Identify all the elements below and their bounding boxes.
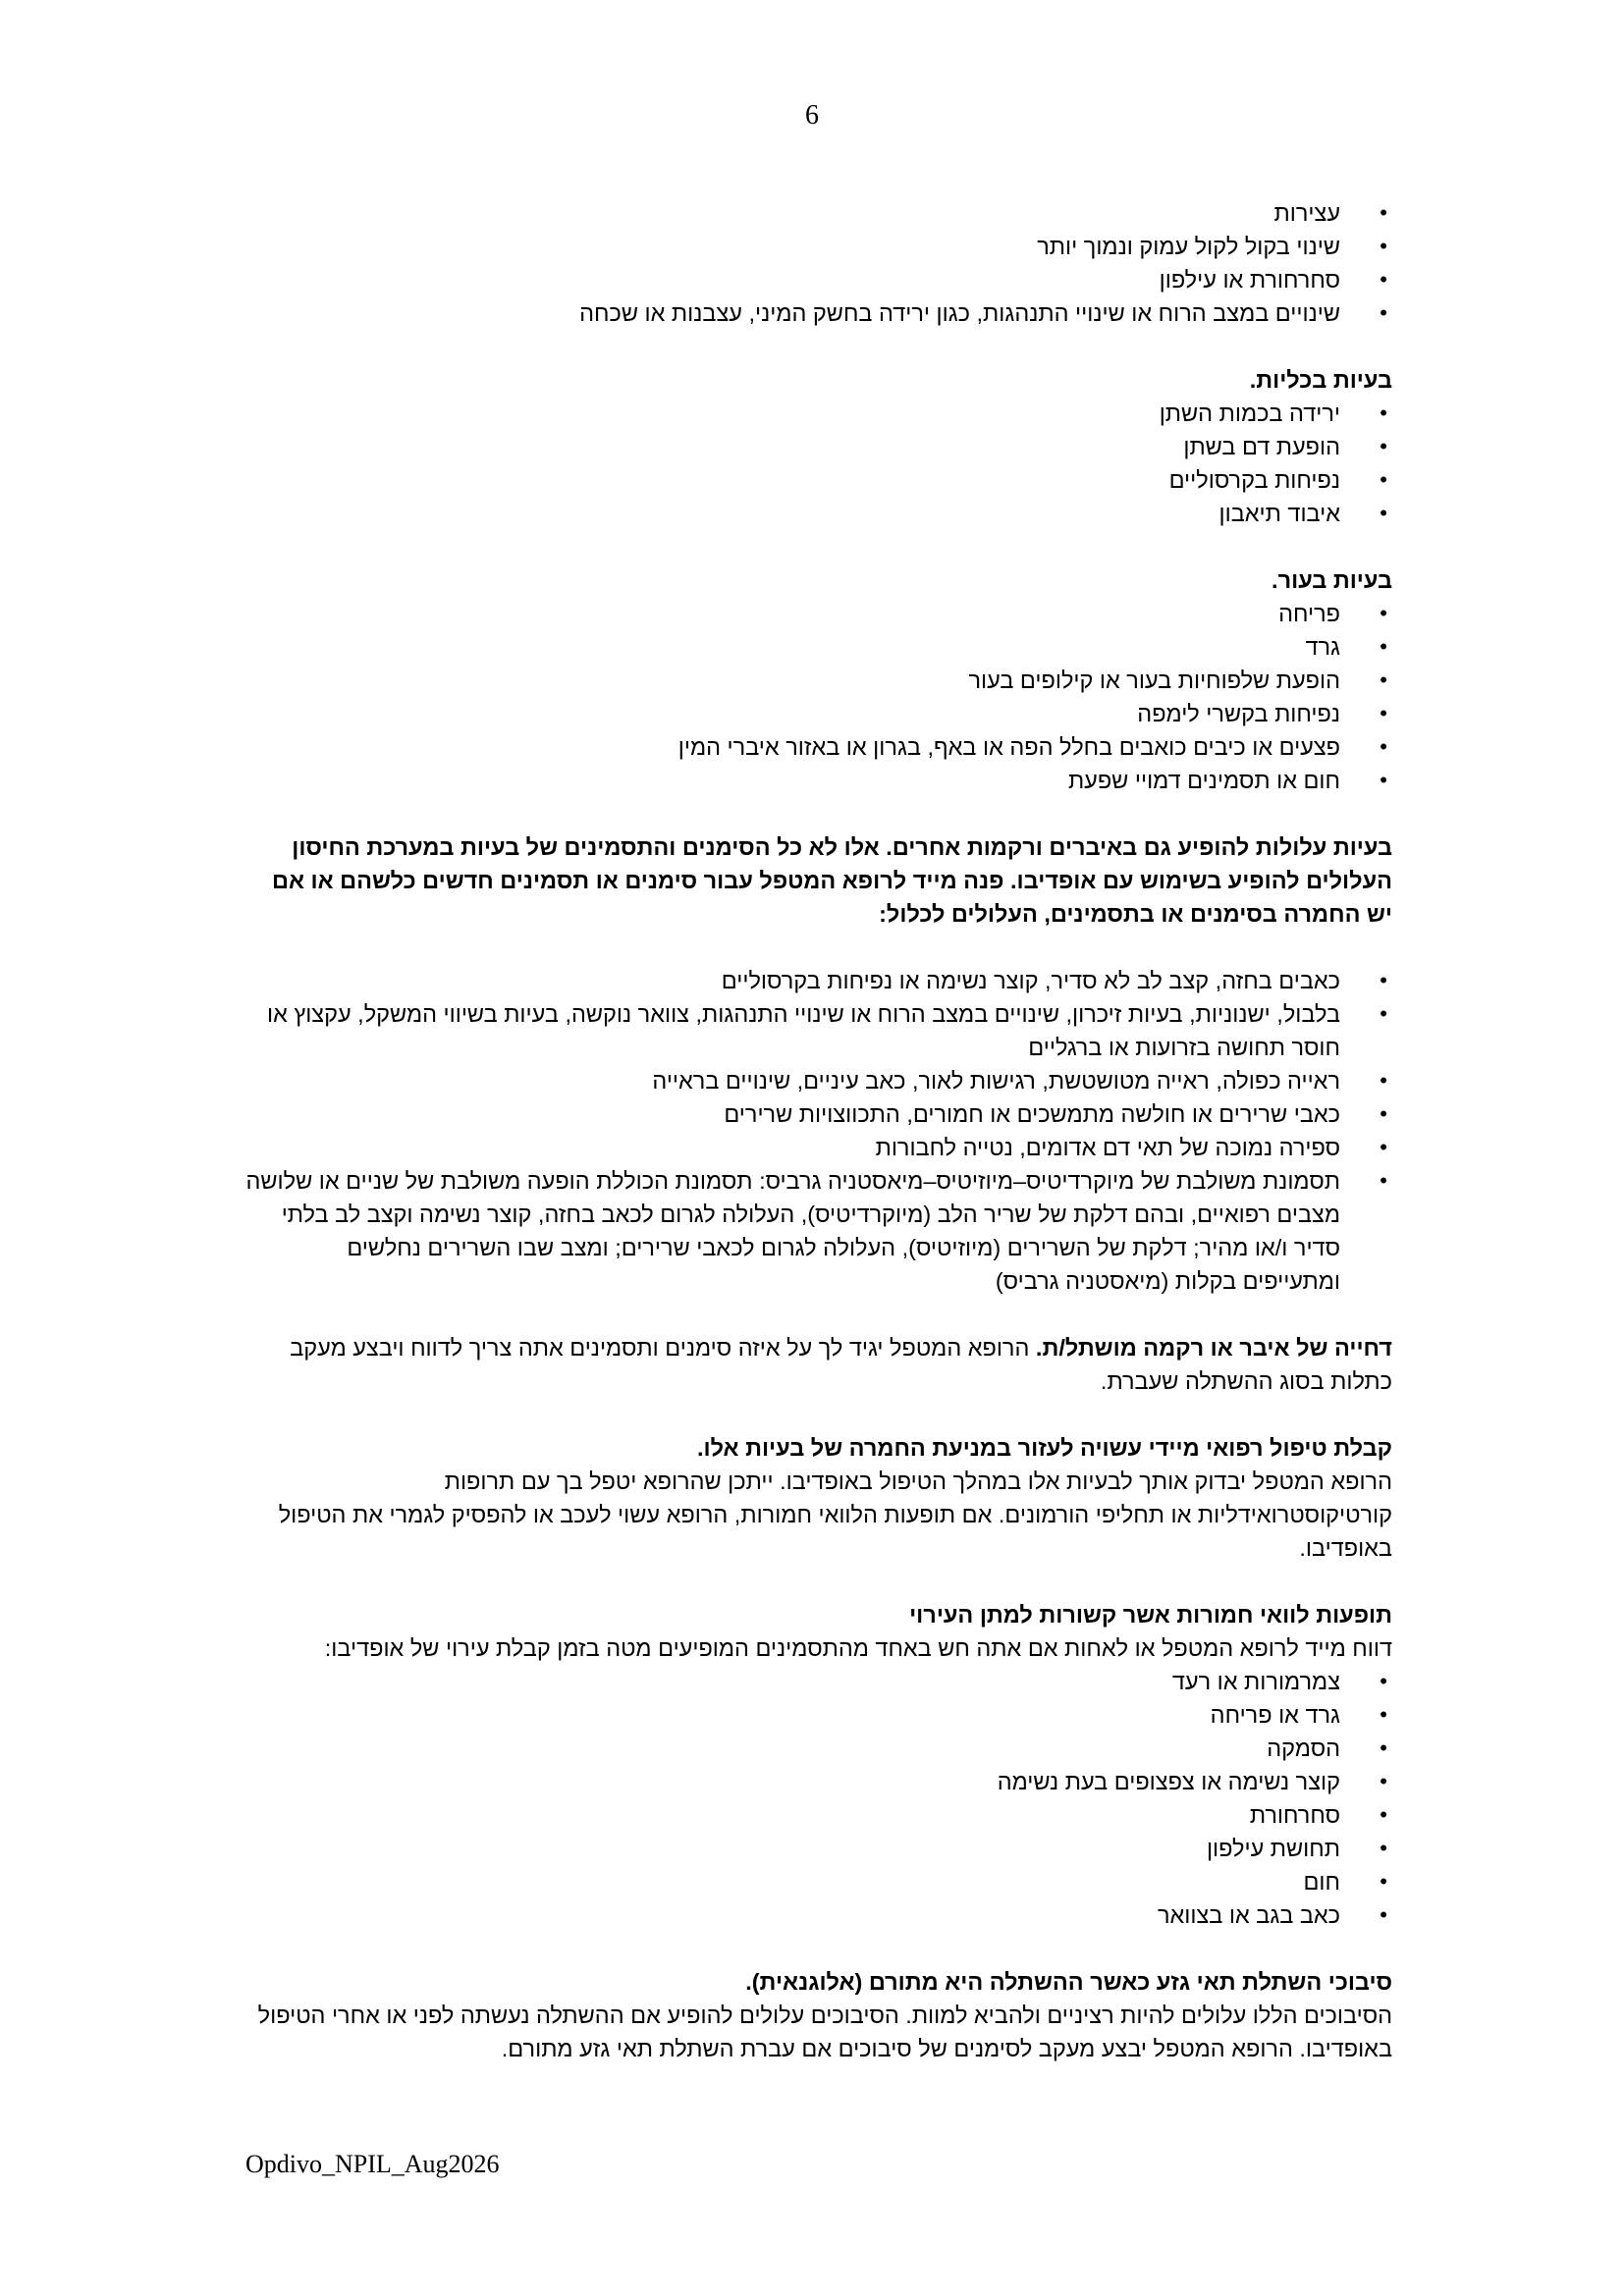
infusion-text: דווח מייד לרופא המטפל או לאחות אם אתה חש באחד מהתסמינים המופיעים מטה בזמן קבלת עירוי של אופדיבו: [324,1635,1392,1661]
list-item: • הופעת שלפוחיות בעור או קילופים בעור [245,664,1392,697]
list-item: • ירידה בכמות השתן [245,397,1392,430]
list-item: • עצירות [245,196,1392,230]
list-item: • כאב בגב או בצוואר [245,1898,1392,1932]
kidney-heading: בעיות בכליות. [1249,367,1392,393]
list-item: • סחרחורת או עילפון [245,263,1392,296]
list-item: • תסמונת משולבת של מיוקרדיטיס–מיוזיטיס–מיאסטניה גרביס: תסמונת הכוללת הופעה משולבת של שניים או שלושה מצבים רפואיים, ובהם דלקת של שריר הלב (מיוקרדיטיס), העלולה לגרום לכאב בחזה, קוצר נשימה וקצב לב בלתי סדיר ו/או מהיר; דלקת של השרירים (מיוזיטיס), העלולה לגרום לכאבי שרירים; ומצב שבו השרירים נחלשים ומתעייפים בקלות (מיאסטניה גרביס) [245,1164,1392,1298]
list-item: • חום או תסמינים דמויי שפעת [245,764,1392,797]
kidney-list [245,397,1392,530]
list-item: • גרד או פריחה [245,1698,1392,1732]
list-item: • צמרמורות או רעד [245,1665,1392,1698]
skin-heading: בעיות בעור. [1272,567,1392,593]
list-item: • שינוי בקול לקול עמוק ונמוך יותר [245,230,1392,263]
list-item: • תחושת עילפון [245,1832,1392,1865]
infusion-heading: תופעות לוואי חמורות אשר קשורות למתן העירוי [909,1602,1392,1628]
treatment-heading: קבלת טיפול רפואי מיידי עשויה לעזור במניעת החמרה של בעיות אלו. [696,1435,1392,1461]
rejection-paragraph [245,1331,1392,1398]
other-organs-list [245,964,1392,1298]
transplant-heading: סיבוכי השתלת תאי גזע כאשר ההשתלה היא מתורם (אלוגנאית). [745,1969,1392,1995]
list-item: • הסמקה [245,1732,1392,1765]
treatment-text: הרופא המטפל יבדוק אותך לבעיות אלו במהלך הטיפול באופדיבו. ייתכן שהרופא יטפל בך עם תרופות קורטיקוסטרואידליות או תחליפי הורמונים. אם תופעות הלוואי חמורות, הרופא עשוי לעכב או להפסיק לגמרי את הטיפול באופדיבו. [278,1468,1392,1561]
infusion-list [245,1665,1392,1932]
skin-list [245,597,1392,797]
transplant-text: הסיבוכים הללו עלולים להיות רציניים ולהביא למוות. הסיבוכים עלולים להופיע אם ההשתלה נעשתה לפני או אחרי הטיפול באופדיבו. הרופא המטפל יבצע מעקב לסימנים של סיבוכים אם עברת השתלת תאי גזע מתורם. [257,2002,1392,2061]
list-item: • איבוד תיאבון [245,497,1392,530]
page-number: 6 [805,100,819,131]
list-item: • נפיחות בקשרי לימפה [245,697,1392,730]
intro-list [245,196,1392,330]
list-item: • כאבי שרירים או חולשה מתמשכים או חמורים, התכווצויות שרירים [245,1097,1392,1131]
list-item: • כאבים בחזה, קצב לב לא סדיר, קוצר נשימה או נפיחות בקרסוליים [245,964,1392,997]
list-item: • ספירה נמוכה של תאי דם אדומים, נטייה לחבורות [245,1131,1392,1164]
list-item: • פריחה [245,597,1392,630]
rejection-bold: דחייה של איבר או רקמה מושתל/ת. [1035,1335,1392,1361]
list-item: • ראייה כפולה, ראייה מטושטשת, רגישות לאור, כאב עיניים, שינויים בראייה [245,1064,1392,1097]
list-item: • הופעת דם בשתן [245,430,1392,463]
other-organs-heading: בעיות עלולות להופיע גם באיברים ורקמות אחרים. אלו לא כל הסימנים והתסמינים של בעיות במערכת החיסון העלולים להופיע בשימוש עם אופדיבו. פנה מייד לרופא המטפל עבור סימנים או תסמינים חדשים כלשהם או אם יש החמרה בסימנים או בתסמינים, העלולים לכלול: [272,834,1392,927]
list-item: • גרד [245,630,1392,664]
list-item: • נפיחות בקרסוליים [245,463,1392,497]
list-item: • שינויים במצב הרוח או שינויי התנהגות, כגון ירידה בחשק המיני, עצבנות או שכחה [245,296,1392,330]
rejection-text: הרופא המטפל יגיד לך על איזה סימנים ותסמינים אתה צריך לדווח ויבצע מעקב כתלות בסוג ההשתלה שעברת. [290,1335,1392,1394]
list-item: • בלבול, ישנוניות, בעיות זיכרון, שינויים במצב הרוח או שינויי התנהגות, צוואר נוקשה, בעיות בשיווי המשקל, עקצוץ או חוסר תחושה בזרועות או ברגליים [245,997,1392,1064]
footer-doc-id: Opdivo_NPIL_Aug2026 [245,2150,500,2178]
list-item: • סחרחורת [245,1798,1392,1832]
list-item: • חום [245,1865,1392,1898]
list-item: • קוצר נשימה או צפצופים בעת נשימה [245,1765,1392,1798]
document-body [245,196,1392,2065]
list-item: • פצעים או כיבים כואבים בחלל הפה או באף, בגרון או באזור איברי המין [245,730,1392,764]
